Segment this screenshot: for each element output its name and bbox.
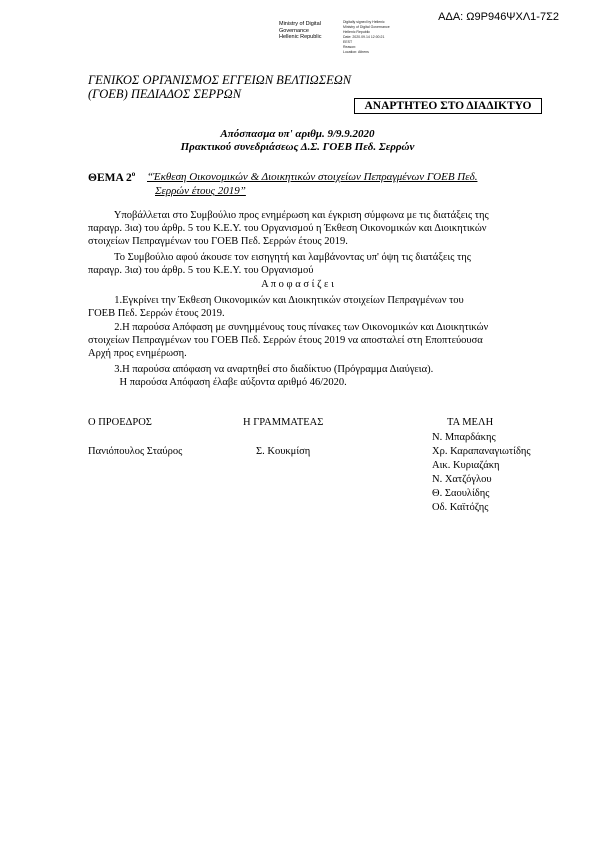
decides-heading: Α π ο φ α σ ί ζ ε ι: [261, 279, 334, 290]
signature-detail: Date: 2020.09.14 12:00:21: [343, 35, 385, 39]
digital-signature-label: [279, 21, 322, 41]
text-line: Το Συμβούλιο αφού άκουσε τον εισηγητή και λαμβάνοντας υπ' όψη τις διατάξεις της: [88, 252, 471, 263]
members-title: ΤΑ ΜΕΛΗ: [447, 417, 494, 428]
excerpt-title: [0, 128, 595, 154]
organization-line: ΓΕΝΙΚΟΣ ΟΡΓΑΝΙΣΜΟΣ ΕΓΓΕΙΩΝ ΒΕΛΤΙΩΣΕΩΝ: [88, 73, 352, 87]
member-name: Ν. Χατζόγλου: [432, 474, 492, 485]
signature-detail: Location: Athens: [343, 50, 369, 54]
internet-posting-box: ΑΝΑΡΤΗΤΕΟ ΣΤΟ ΔΙΑΔΙΚΤΥΟ: [354, 98, 542, 114]
text-line: Υποβάλλεται στο Συμβούλιο προς ενημέρωση και έγκριση σύμφωνα με τις διατάξεις της: [88, 210, 489, 221]
decision-3: [88, 363, 553, 389]
member-name: Χρ. Καραπαναγιωτίδης: [432, 446, 531, 457]
text-line: 1.Εγκρίνει την Έκθεση Οικονομικών και Διοικητικών στοιχείων Πεπραγμένων του: [88, 295, 464, 306]
text-line: ΓΟΕΒ Πεδ. Σερρών έτους 2019.: [88, 308, 225, 319]
signature-line: Governance: [279, 27, 309, 34]
excerpt-line: Πρακτικού συνεδριάσεως Δ.Σ. ΓΟΕΒ Πεδ. Σερρών: [180, 141, 415, 153]
theme-label: [88, 170, 135, 184]
signature-detail: Digitally signed by Hellenic: [343, 20, 385, 24]
text-line: στοιχείων Πεπραγμένων του ΓΟΕΒ Πεδ. Σερρών έτους 2019.: [88, 236, 348, 247]
organization-line: (ΓΟΕΒ) ΠΕΔΙΑΔΟΣ ΣΕΡΡΩΝ: [88, 87, 242, 101]
signature-detail: Hellenic Republic: [343, 30, 371, 34]
member-name: Θ. Σαουλίδης: [432, 488, 490, 499]
signature-line: Hellenic Republic: [279, 34, 322, 40]
member-name: Οδ. Καϊτόζης: [432, 502, 489, 513]
text-line: 3.Η παρούσα απόφαση να αναρτηθεί στο διαδίκτυο (Πρόγραμμα Διαύγεια).: [88, 364, 434, 375]
signature-detail: EEST: [343, 40, 353, 44]
paragraph-council: [88, 251, 553, 277]
theme-text: [147, 170, 517, 198]
signature-line: Ministry of Digital: [279, 21, 321, 27]
text-line: 2.Η παρούσα Απόφαση με συνημμένους τους πίνακες των Οικονομικών και Διοικητικών: [88, 322, 489, 333]
decision-2: [88, 321, 553, 360]
secretary-name: Σ. Κουκμίση: [256, 446, 311, 457]
text-line: στοιχείων Πεπραγμένων του ΓΟΕΒ Πεδ. Σερρών έτους 2019 να αποσταλεί στη Εποπτεύουσα: [88, 335, 483, 346]
theme-line: “Έκθεση Οικονομικών & Διοικητικών στοιχείων Πεπραγμένων ΓΟΕΒ Πεδ.: [147, 171, 478, 183]
member-name: Αικ. Κυριαζάκη: [432, 460, 500, 471]
ada-code: ΑΔΑ: Ω9Ρ946ΨΧΛ1-7Σ2: [438, 11, 559, 23]
paragraph-submission: [88, 209, 553, 248]
text-line: παραγρ. 3ια) του άρθρ. 5 του Κ.Ε.Υ. του Οργανισμού: [88, 265, 314, 276]
signature-detail: Reason:: [343, 45, 357, 49]
text-line: Η παρούσα Απόφαση έλαβε αύξοντα αριθμό 46/2020.: [88, 377, 347, 388]
member-name: Ν. Μπαρδάκης: [432, 432, 496, 443]
secretary-title: Η ΓΡΑΜΜΑΤΕΑΣ: [243, 417, 324, 428]
theme-label-text: ΘΕΜΑ 2: [88, 171, 132, 184]
decision-1: [88, 294, 553, 320]
organization-heading: [88, 73, 351, 101]
signature-detail: Ministry of Digital Governance: [343, 25, 390, 29]
text-line: παραγρ. 3ια) του άρθρ. 5 του Κ.Ε.Υ. του Οργανισμού η Έκθεση Οικονομικών και Διοικητικών: [88, 223, 487, 234]
excerpt-line: Απόσπασμα υπ' αριθμ. 9/9.9.2020: [220, 128, 375, 140]
text-line: Αρχή προς ενημέρωση.: [88, 348, 187, 359]
theme-label-sup: ο: [131, 170, 136, 178]
president-name: Πανιόπουλος Σταύρος: [88, 446, 183, 457]
president-title: Ο ΠΡΟΕΔΡΟΣ: [88, 417, 152, 428]
digital-signature-details: [343, 20, 390, 55]
theme-line: Σερρών έτους 2019”: [155, 185, 246, 197]
